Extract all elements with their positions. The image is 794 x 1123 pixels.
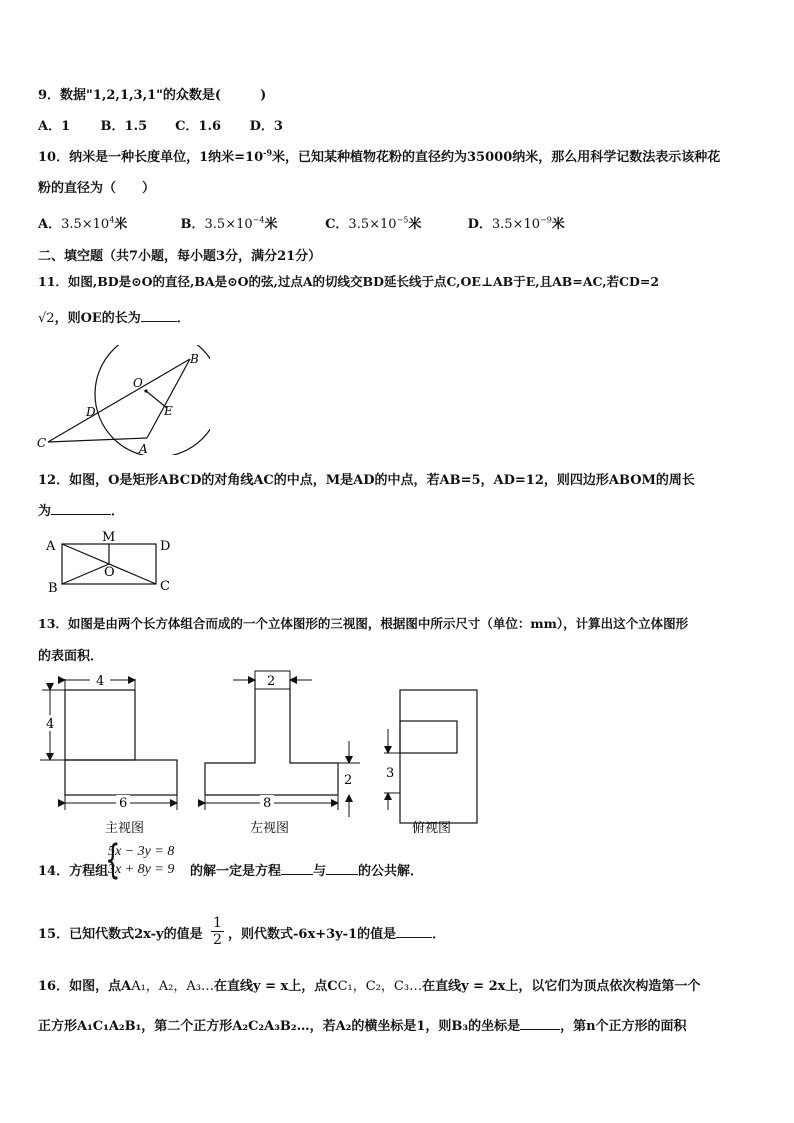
chord-ab	[147, 359, 190, 438]
label-d: D	[86, 405, 96, 419]
side-view-caption: 左视图	[250, 821, 290, 836]
q16-stem-line2	[38, 1015, 687, 1034]
left-brace-icon: {	[105, 837, 121, 883]
front-view	[40, 673, 177, 836]
q12-rectangle-figure	[40, 528, 190, 596]
q15-answer-blank[interactable]	[396, 925, 432, 938]
q16-answer-blank[interactable]	[520, 1017, 560, 1030]
q12-answer-blank[interactable]	[51, 502, 111, 515]
front-top-dim: 4	[96, 674, 105, 689]
q11-sqrt: √2	[38, 311, 55, 326]
q15-prefix: 15．已知代数式2x-y的值是	[38, 927, 203, 942]
label-o: O	[133, 376, 143, 390]
q15-suffix: ，则代数式-6x+3y-1的值是 ．	[228, 927, 446, 942]
label-m: M	[102, 530, 116, 545]
q14-suffix: 的解一定是方程 与 的公共解．	[190, 864, 424, 879]
label-b: B	[190, 352, 199, 366]
q10-exponent: -9	[263, 147, 273, 158]
q12-stem-line2: 为 ．	[38, 504, 125, 519]
q14-answer-blank-2[interactable]	[326, 862, 358, 875]
q16-stem-line1	[38, 975, 700, 994]
section-heading: 二、填空题（共7小题，每小题3分，满分21分）	[38, 249, 322, 264]
q15-fraction-denominator: 2	[213, 932, 222, 948]
q10-choice-a[interactable]: A．$3.5\times 10^4$米	[38, 215, 128, 232]
top-left-dim: 3	[386, 766, 395, 781]
label-d: D	[160, 539, 171, 554]
q10-choice-c[interactable]: C．$3.5\times 10^{-5}$米	[325, 215, 422, 232]
q9-choice-a[interactable]: A．1	[38, 119, 71, 134]
q15-fraction	[211, 915, 224, 948]
q11-text: ，则OE的长为	[54, 311, 141, 326]
q16-points-c: C₁，C₂，C₃…	[337, 979, 423, 994]
q11-circle-figure	[30, 345, 210, 455]
front-left-dim: 4	[46, 717, 55, 732]
q9-stem: 9．数据"1,2,1,3,1"的众数是( )	[38, 88, 267, 103]
q9-choices	[38, 115, 283, 134]
q10-choices	[38, 213, 565, 232]
side-top-dim: 2	[267, 674, 276, 689]
label-a: A	[139, 442, 148, 455]
q16-text-c: 在直线y = 2x上，以它们为顶点依次构造第一个	[422, 979, 701, 994]
label-c: C	[160, 579, 170, 594]
side-right-dim: 2	[344, 773, 353, 788]
q16-text-line2: 正方形A₁C₁A₂B₁，第二个正方形A₂C₂A₃B₂…，若A₂的横坐标是1，则B₃的坐标是	[38, 1019, 521, 1034]
segment-bo	[62, 564, 109, 584]
q13-stem-line1: 13．如图是由两个长方体组合而成的一个立体图形的三视图，根据图中所示尺寸（单位：mm），计算出这个立体图形	[38, 616, 689, 631]
q10-stem-text-rest: 米，已知某种植物花粉的直径约为35000纳米，那么用科学记数法表示该种花	[272, 150, 721, 165]
q9-choice-c[interactable]: C．1.6	[175, 119, 222, 134]
q14-equation-system	[108, 843, 174, 879]
label-c: C	[37, 436, 47, 450]
side-bottom-dim: 8	[263, 796, 272, 811]
q11-stem-line2: √2，则OE的长为 ．	[38, 311, 190, 326]
label-e: E	[164, 404, 173, 418]
center-point	[144, 389, 147, 392]
q10-choice-d[interactable]: D．$3.5\times 10^{-9}$米	[467, 215, 565, 232]
top-view-caption: 俯视图	[412, 821, 452, 836]
q13-stem-line2: 的表面积．	[38, 649, 104, 664]
q14-answer-blank-1[interactable]	[281, 862, 313, 875]
q11-answer-blank[interactable]	[141, 309, 177, 322]
line-cb	[48, 359, 190, 442]
q16-text-line2-end: ，第n个正方形的面积	[560, 1019, 687, 1034]
side-view	[205, 671, 360, 836]
q10-stem-line1	[38, 146, 720, 165]
q10-stem-line2: 粉的直径为（ ）	[38, 181, 156, 196]
label-o: O	[104, 565, 115, 580]
tangent-line-ca	[48, 438, 147, 442]
q16-points-a: A₁，A₂，A₃…	[131, 979, 214, 994]
q13-three-views-figure	[30, 665, 490, 840]
q10-choice-b[interactable]: B．$3.5\times 10^{-4}$米	[180, 215, 278, 232]
q14-equation-1: 5x − 3y = 8	[108, 844, 175, 859]
top-view	[384, 690, 477, 836]
q16-text-a: 16．如图，点A	[38, 979, 132, 994]
q15-fraction-numerator: 1	[213, 915, 222, 931]
q14-equation-2: 3x + 8y = 9	[108, 862, 175, 877]
label-a: A	[46, 539, 56, 554]
q9-choice-d[interactable]: D．3	[249, 119, 283, 134]
label-b: B	[48, 581, 58, 596]
q12-stem-line1: 12．如图，O是矩形ABCD的对角线AC的中点，M是AD的中点，若AB=5，AD=12，则四边形ABOM的周长	[38, 473, 695, 488]
front-bottom-dim: 6	[119, 796, 128, 811]
q9-choice-b[interactable]: B．1.5	[100, 119, 148, 134]
q14-prefix: 14．方程组	[38, 864, 109, 879]
q16-text-b: 在直线y = x上，点C	[214, 979, 338, 994]
q10-stem-text: 10．纳米是一种长度单位，1纳米=10	[38, 150, 264, 165]
q11-stem-line1: 11．如图,BD是⊙O的直径,BA是⊙O的弦,过点A的切线交BD延长线于点C,OE⊥AB于E,且AB=AC,若CD=2	[38, 274, 660, 289]
front-view-caption: 主视图	[105, 821, 145, 836]
